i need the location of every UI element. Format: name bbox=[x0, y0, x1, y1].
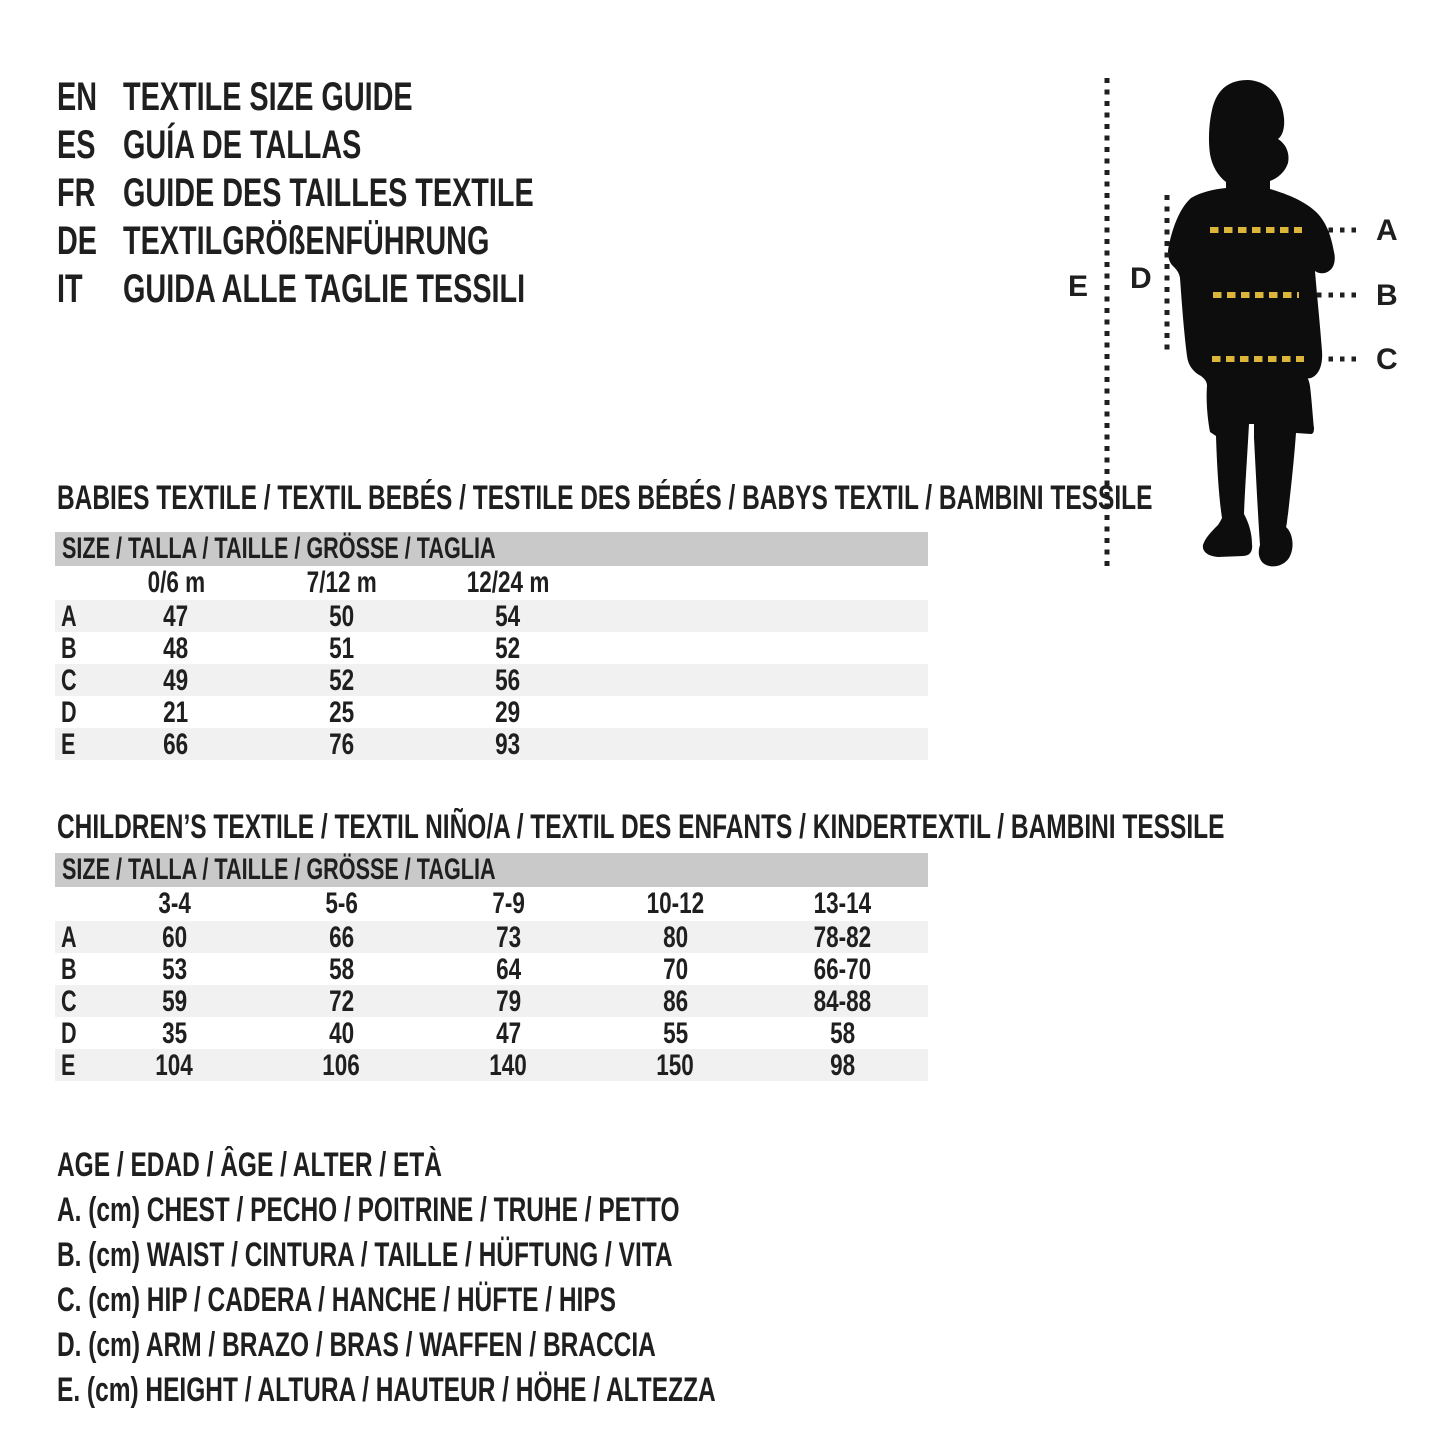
value-cell: 53 bbox=[161, 953, 188, 986]
row-label: C bbox=[61, 985, 77, 1018]
value-cell: 29 bbox=[495, 696, 521, 729]
column-header-row bbox=[55, 887, 928, 921]
waist-label: B bbox=[1376, 279, 1398, 312]
children-section-heading: CHILDREN’S TEXTILE / TEXTIL NIÑO/A / TEXTIL DES ENFANTS / KINDERTEXTIL / BAMBINI TESSILE bbox=[57, 808, 1225, 846]
value-cell: 40 bbox=[328, 1017, 355, 1050]
value-cell: 106 bbox=[322, 1049, 361, 1082]
lang-code: ES bbox=[57, 123, 96, 167]
language-title-list bbox=[57, 73, 693, 313]
value-cell: 140 bbox=[489, 1049, 528, 1082]
table-row bbox=[55, 728, 928, 760]
value-cell: 56 bbox=[495, 664, 521, 697]
lang-title: TEXTILE SIZE GUIDE bbox=[123, 75, 413, 119]
value-cell: 80 bbox=[662, 921, 689, 954]
table-row bbox=[55, 953, 928, 985]
value-cell: 70 bbox=[662, 953, 689, 986]
row-label: C bbox=[61, 664, 77, 697]
table-row bbox=[55, 664, 928, 696]
column-header: 5-6 bbox=[325, 887, 358, 920]
value-cell: 52 bbox=[329, 664, 355, 697]
column-header: 0/6 m bbox=[147, 566, 205, 599]
chest-label: A bbox=[1376, 214, 1398, 247]
value-cell: 49 bbox=[163, 664, 189, 697]
value-cell: 64 bbox=[495, 953, 522, 986]
value-cell: 66-70 bbox=[813, 953, 872, 986]
value-cell: 59 bbox=[161, 985, 188, 1018]
value-cell: 79 bbox=[495, 985, 522, 1018]
lang-code: FR bbox=[57, 171, 96, 215]
arm-label: D bbox=[1130, 262, 1152, 295]
value-cell: 72 bbox=[328, 985, 355, 1018]
row-label: D bbox=[61, 696, 77, 729]
lang-code: DE bbox=[57, 219, 98, 263]
column-header: 7-9 bbox=[492, 887, 525, 920]
lang-row-en bbox=[57, 73, 693, 121]
value-cell: 52 bbox=[495, 632, 521, 665]
value-cell: 21 bbox=[163, 696, 189, 729]
lang-row-it bbox=[57, 265, 693, 313]
lang-title: GUIDE DES TAILLES TEXTILE bbox=[123, 171, 534, 215]
legend-waist: B. (cm) WAIST / CINTURA / TAILLE / HÜFTUNG / VITA bbox=[57, 1236, 673, 1274]
height-label: E bbox=[1068, 270, 1089, 303]
legend-age: AGE / EDAD / ÂGE / ALTER / ETÀ bbox=[57, 1146, 442, 1184]
lang-code: IT bbox=[57, 267, 83, 311]
table-row bbox=[55, 985, 928, 1017]
lang-title: GUÍA DE TALLAS bbox=[123, 123, 362, 167]
value-cell: 50 bbox=[329, 600, 355, 633]
table-row bbox=[55, 696, 928, 728]
lang-row-es bbox=[57, 121, 693, 169]
column-header: 13-14 bbox=[813, 887, 872, 920]
column-header: 7/12 m bbox=[306, 566, 378, 599]
value-cell: 66 bbox=[163, 728, 189, 761]
lang-row-de bbox=[57, 217, 693, 265]
table-row bbox=[55, 1049, 928, 1081]
row-label: B bbox=[61, 632, 77, 665]
value-cell: 104 bbox=[155, 1049, 194, 1082]
lang-title: TEXTILGRÖßENFÜHRUNG bbox=[123, 219, 490, 263]
row-label: B bbox=[61, 953, 77, 986]
value-cell: 58 bbox=[328, 953, 355, 986]
value-cell: 54 bbox=[495, 600, 521, 633]
row-label: D bbox=[61, 1017, 77, 1050]
table-row bbox=[55, 600, 928, 632]
legend-chest: A. (cm) CHEST / PECHO / POITRINE / TRUHE / PETTO bbox=[57, 1191, 680, 1229]
legend-arm: D. (cm) ARM / BRAZO / BRAS / WAFFEN / BRACCIA bbox=[57, 1326, 656, 1364]
lang-code: EN bbox=[57, 75, 98, 119]
babies-section-heading: BABIES TEXTILE / TEXTIL BEBÉS / TESTILE DES BÉBÉS / BABYS TEXTIL / BAMBINI TESSILE bbox=[57, 479, 1153, 517]
value-cell: 98 bbox=[829, 1049, 856, 1082]
size-header-bar: SIZE / TALLA / TAILLE / GRÖSSE / TAGLIA bbox=[55, 532, 928, 566]
column-header: 3-4 bbox=[158, 887, 191, 920]
value-cell: 150 bbox=[656, 1049, 695, 1082]
value-cell: 86 bbox=[662, 985, 689, 1018]
value-cell: 25 bbox=[329, 696, 355, 729]
legend-hip: C. (cm) HIP / CADERA / HANCHE / HÜFTE / HIPS bbox=[57, 1281, 617, 1319]
value-cell: 35 bbox=[161, 1017, 188, 1050]
value-cell: 51 bbox=[329, 632, 355, 665]
table-row bbox=[55, 921, 928, 953]
value-cell: 84-88 bbox=[813, 985, 872, 1018]
lang-row-fr bbox=[57, 169, 693, 217]
value-cell: 66 bbox=[328, 921, 355, 954]
value-cell: 55 bbox=[662, 1017, 689, 1050]
value-cell: 58 bbox=[829, 1017, 856, 1050]
column-header: 10-12 bbox=[646, 887, 705, 920]
row-label: E bbox=[61, 728, 76, 761]
row-label: E bbox=[61, 1049, 76, 1082]
value-cell: 48 bbox=[163, 632, 189, 665]
column-header-row bbox=[55, 566, 928, 600]
legend-height: E. (cm) HEIGHT / ALTURA / HAUTEUR / HÖHE / ALTEZZA bbox=[57, 1371, 716, 1409]
value-cell: 93 bbox=[495, 728, 521, 761]
row-label: A bbox=[61, 921, 77, 954]
value-cell: 73 bbox=[495, 921, 522, 954]
value-cell: 47 bbox=[163, 600, 189, 633]
babies-size-table bbox=[55, 532, 928, 760]
table-row bbox=[55, 1017, 928, 1049]
column-header: 12/24 m bbox=[466, 566, 550, 599]
size-header-bar: SIZE / TALLA / TAILLE / GRÖSSE / TAGLIA bbox=[55, 853, 928, 887]
lang-title: GUIDA ALLE TAGLIE TESSILI bbox=[123, 267, 526, 311]
value-cell: 76 bbox=[329, 728, 355, 761]
measurement-legend bbox=[57, 1143, 972, 1413]
row-label: A bbox=[61, 600, 77, 633]
table-row bbox=[55, 632, 928, 664]
value-cell: 60 bbox=[161, 921, 188, 954]
value-cell: 78-82 bbox=[813, 921, 872, 954]
value-cell: 47 bbox=[495, 1017, 522, 1050]
children-size-table bbox=[55, 853, 928, 1081]
hip-label: C bbox=[1376, 343, 1398, 376]
